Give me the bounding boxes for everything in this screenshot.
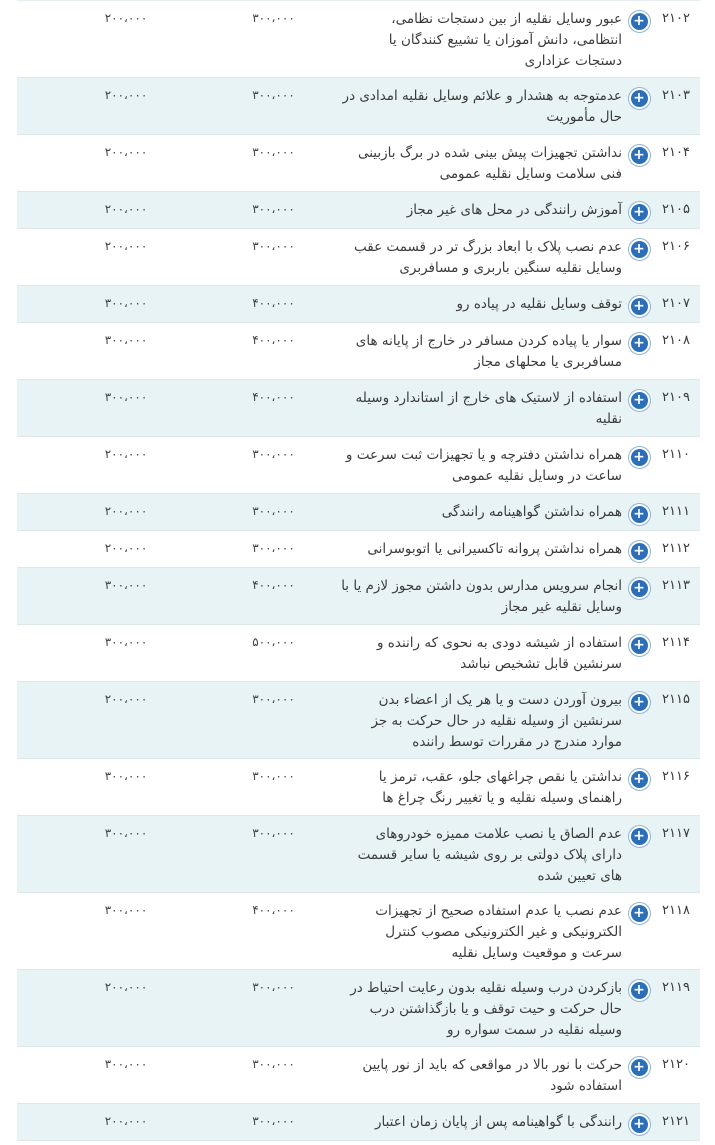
expand-toggle[interactable] <box>626 323 652 354</box>
violation-code: ۲۱۰۵ <box>662 202 690 217</box>
expand-toggle[interactable] <box>626 135 652 166</box>
plus-circle-icon[interactable]: + <box>629 769 650 790</box>
fine-amount-secondary: ۲۰۰،۰۰۰ <box>104 145 148 159</box>
fine-amount-primary: ۳۰۰،۰۰۰ <box>252 202 295 216</box>
table-row <box>17 323 700 380</box>
table-row <box>17 286 700 323</box>
violation-code: ۲۱۱۵ <box>662 692 690 707</box>
table-row <box>17 759 700 816</box>
fine-amount-primary: ۳۰۰،۰۰۰ <box>252 239 295 253</box>
violation-code: ۲۱۰۷ <box>662 296 690 311</box>
violation-code: ۲۱۱۳ <box>662 578 690 593</box>
violation-description: نداشتن تجهیزات پیش بینی شده در برگ بازبینی فنی سلامت وسایل نقلیه عمومی <box>357 145 622 182</box>
violation-description: توقف وسایل نقلیه در پیاده رو <box>456 296 622 312</box>
violation-code: ۲۱۱۲ <box>662 541 690 556</box>
violation-code: ۲۱۱۸ <box>662 903 690 918</box>
fine-amount-primary: ۴۰۰،۰۰۰ <box>252 903 295 917</box>
expand-toggle[interactable] <box>626 1047 652 1078</box>
plus-circle-icon[interactable]: + <box>629 239 650 260</box>
violation-code: ۲۱۱۴ <box>662 635 690 650</box>
violation-description: عدم الصاق یا نصب علامت ممیزه خودروهای دارای پلاک دولتی بر روی شیشه یا سایر قسمت های تعیین شده <box>357 826 622 884</box>
violation-code: ۲۱۱۰ <box>662 447 690 462</box>
violation-description: عدمتوجه به هشدار و علائم وسایل نقلیه امدادی در حال مأموریت <box>342 88 622 125</box>
violation-code: ۲۱۱۹ <box>662 980 690 995</box>
expand-toggle[interactable] <box>626 437 652 468</box>
fine-amount-primary: ۳۰۰،۰۰۰ <box>252 980 295 994</box>
fine-amount-secondary: ۲۰۰،۰۰۰ <box>104 504 148 518</box>
violation-code: ۲۱۱۶ <box>662 769 690 784</box>
fine-amount-primary: ۴۰۰،۰۰۰ <box>252 296 295 310</box>
violation-description: انجام سرویس مدارس بدون داشتن مجوز لازم یا با وسایل نقلیه غیر مجاز <box>341 578 622 615</box>
plus-circle-icon[interactable]: + <box>629 296 650 317</box>
fine-amount-primary: ۴۰۰،۰۰۰ <box>252 333 295 347</box>
expand-toggle[interactable] <box>626 816 652 847</box>
expand-toggle[interactable] <box>626 78 652 109</box>
plus-circle-icon[interactable]: + <box>629 903 650 924</box>
expand-toggle[interactable] <box>626 893 652 924</box>
plus-circle-icon[interactable]: + <box>629 541 650 562</box>
plus-circle-icon[interactable]: + <box>629 88 650 109</box>
violation-description: استفاده از شیشه دودی به نحوی که راننده و سرنشین قابل تشخیص نباشد <box>377 635 622 672</box>
fine-amount-primary: ۳۰۰،۰۰۰ <box>252 11 295 25</box>
expand-toggle[interactable] <box>626 625 652 656</box>
violation-description: بازکردن درب وسیله نقلیه بدون رعایت احتیاط در حال حرکت و حیت توقف و یا بازگذاشتن درب وسیله نقلیه در سمت سواره رو <box>350 980 622 1038</box>
table-row <box>17 380 700 437</box>
fine-amount-secondary: ۳۰۰،۰۰۰ <box>104 769 148 783</box>
plus-circle-icon[interactable]: + <box>629 504 650 525</box>
violation-description: همراه نداشتن گواهینامه رانندگی <box>441 504 622 520</box>
plus-circle-icon[interactable]: + <box>629 826 650 847</box>
table-row <box>17 970 700 1047</box>
fine-amount-secondary: ۲۰۰،۰۰۰ <box>104 239 148 253</box>
fine-amount-primary: ۳۰۰،۰۰۰ <box>252 1057 295 1071</box>
fine-amount-primary: ۴۰۰،۰۰۰ <box>252 390 295 404</box>
expand-toggle[interactable] <box>626 970 652 1001</box>
plus-circle-icon[interactable]: + <box>629 635 650 656</box>
table-row <box>17 682 700 759</box>
plus-circle-icon[interactable]: + <box>629 390 650 411</box>
fine-amount-primary: ۳۰۰،۰۰۰ <box>252 88 295 102</box>
fine-amount-primary: ۳۰۰،۰۰۰ <box>252 145 295 159</box>
table-row <box>17 1047 700 1104</box>
violation-description: سوار یا پیاده کردن مسافر در خارج از پایانه های مسافربری یا محلهای مجاز <box>355 333 622 370</box>
violation-code: ۲۱۱۱ <box>662 504 690 519</box>
table-row <box>17 135 700 192</box>
violation-description: عدم نصب یا عدم استفاده صحیح از تجهیزات الکترونیکی و غیر الکترونیکی مصوب کنترل سرعت و موقعیت وسایل نقلیه <box>375 903 622 961</box>
violation-description: همراه نداشتن دفترچه و یا تجهیزات ثبت سرعت و ساعت در وسایل نقلیه عمومی <box>345 447 622 484</box>
plus-circle-icon[interactable]: + <box>629 11 650 32</box>
fine-amount-secondary: ۲۰۰،۰۰۰ <box>104 692 148 706</box>
fine-amount-secondary: ۳۰۰،۰۰۰ <box>104 296 148 310</box>
violation-description: عبور وسایل نقلیه از بین دستجات نظامی، انتظامی، دانش آموزان یا تشییع کنندگان یا دستجات عزاداری <box>388 11 622 69</box>
violation-code: ۲۱۰۶ <box>662 239 690 254</box>
fine-amount-primary: ۴۰۰،۰۰۰ <box>252 578 295 592</box>
violation-description: استفاده از لاستیک های خارج از استاندارد وسیله نقلیه <box>355 390 622 427</box>
plus-circle-icon[interactable]: + <box>629 202 650 223</box>
table-row <box>17 494 700 531</box>
plus-circle-icon[interactable]: + <box>629 447 650 468</box>
violation-code: ۲۱۱۷ <box>662 826 690 841</box>
violation-description: حرکت با نور بالا در مواقعی که باید از نور پایین استفاده شود <box>362 1057 622 1094</box>
violation-code: ۲۱۰۹ <box>662 390 690 405</box>
table-row <box>17 893 700 970</box>
expand-toggle[interactable] <box>626 1 652 32</box>
plus-circle-icon[interactable]: + <box>629 578 650 599</box>
violation-code: ۲۱۰۸ <box>662 333 690 348</box>
violation-code: ۲۱۰۳ <box>662 88 690 103</box>
expand-toggle[interactable] <box>626 286 652 317</box>
fine-amount-secondary: ۲۰۰،۰۰۰ <box>104 447 148 461</box>
fine-amount-primary: ۳۰۰،۰۰۰ <box>252 692 295 706</box>
expand-toggle[interactable] <box>626 682 652 713</box>
violation-description: همراه نداشتن پروانه تاکسیرانی یا اتوبوسرانی <box>367 541 622 557</box>
plus-circle-icon[interactable]: + <box>629 692 650 713</box>
table-row <box>17 229 700 286</box>
violation-code: ۲۱۲۱ <box>662 1114 690 1129</box>
violation-description: رانندگی با گواهینامه پس از پایان زمان اعتبار <box>374 1114 622 1130</box>
fine-amount-secondary: ۳۰۰،۰۰۰ <box>104 333 148 347</box>
expand-toggle[interactable] <box>626 531 652 562</box>
fine-amount-secondary: ۳۰۰،۰۰۰ <box>104 390 148 404</box>
fine-amount-secondary: ۲۰۰،۰۰۰ <box>104 1114 148 1128</box>
expand-toggle[interactable] <box>626 1104 652 1135</box>
fine-amount-secondary: ۳۰۰،۰۰۰ <box>104 1057 148 1071</box>
plus-circle-icon[interactable]: + <box>629 1057 650 1078</box>
fine-amount-primary: ۳۰۰،۰۰۰ <box>252 447 295 461</box>
fine-amount-secondary: ۲۰۰،۰۰۰ <box>104 11 148 25</box>
fine-amount-secondary: ۲۰۰،۰۰۰ <box>104 980 148 994</box>
fine-amount-secondary: ۲۰۰،۰۰۰ <box>104 202 148 216</box>
violation-description: عدم نصب پلاک با ابعاد بزرگ تر در قسمت عقب وسایل نقلیه سنگین باربری و مسافربری <box>354 239 622 276</box>
violation-description: آموزش رانندگی در محل های غیر مجاز <box>406 202 622 218</box>
expand-toggle[interactable] <box>626 192 652 223</box>
violation-code: ۲۱۰۴ <box>662 145 690 160</box>
table-row <box>17 78 700 135</box>
plus-circle-icon[interactable]: + <box>629 145 650 166</box>
violation-description: بیرون آوردن دست و یا هر یک از اعضاء بدن سرنشین از وسیله نقلیه در حال حرکت به جز موارد مندرج در مقررات توسط راننده <box>371 692 622 750</box>
plus-circle-icon[interactable]: + <box>629 1114 650 1135</box>
expand-toggle[interactable] <box>626 568 652 599</box>
fine-amount-primary: ۳۰۰،۰۰۰ <box>252 826 295 840</box>
fine-amount-secondary: ۳۰۰،۰۰۰ <box>104 578 148 592</box>
expand-toggle[interactable] <box>626 494 652 525</box>
expand-toggle[interactable] <box>626 759 652 790</box>
table-row <box>17 437 700 494</box>
fine-amount-primary: ۳۰۰،۰۰۰ <box>252 541 295 555</box>
fine-amount-primary: ۵۰۰،۰۰۰ <box>252 635 295 649</box>
fine-amount-primary: ۳۰۰،۰۰۰ <box>252 769 295 783</box>
table-row <box>17 568 700 625</box>
fine-amount-secondary: ۳۰۰،۰۰۰ <box>104 635 148 649</box>
table-row <box>17 192 700 229</box>
expand-toggle[interactable] <box>626 229 652 260</box>
fine-amount-secondary: ۲۰۰،۰۰۰ <box>104 541 148 555</box>
fine-amount-primary: ۳۰۰،۰۰۰ <box>252 1114 295 1128</box>
table-row <box>17 1 700 78</box>
plus-circle-icon[interactable]: + <box>629 333 650 354</box>
violation-code: ۲۱۰۲ <box>662 11 690 26</box>
fine-amount-secondary: ۲۰۰،۰۰۰ <box>104 88 148 102</box>
violation-description: نداشتن یا نقص چراغهای جلو، عقب، ترمز یا راهنمای وسیله نقلیه و یا تغییر رنگ چراغ ها <box>378 769 622 806</box>
violations-table <box>17 0 700 1141</box>
fine-amount-secondary: ۳۰۰،۰۰۰ <box>104 903 148 917</box>
plus-circle-icon[interactable]: + <box>629 980 650 1001</box>
violation-code: ۲۱۲۰ <box>662 1057 690 1072</box>
table-row <box>17 816 700 893</box>
table-row <box>17 625 700 682</box>
expand-toggle[interactable] <box>626 380 652 411</box>
table-row <box>17 1104 700 1141</box>
table-row <box>17 531 700 568</box>
fine-amount-secondary: ۳۰۰،۰۰۰ <box>104 826 148 840</box>
fine-amount-primary: ۳۰۰،۰۰۰ <box>252 504 295 518</box>
